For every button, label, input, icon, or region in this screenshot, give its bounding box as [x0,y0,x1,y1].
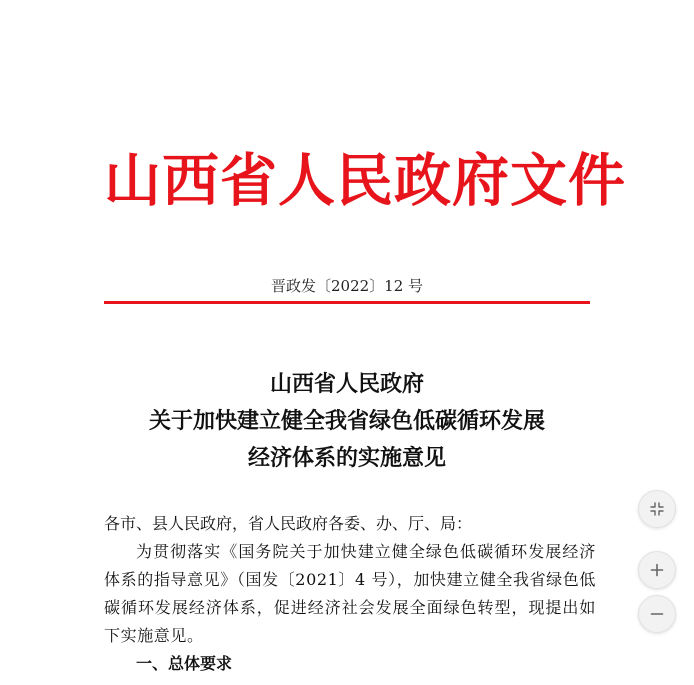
plus-icon [649,562,665,578]
document-number: 晋政发〔2022〕12 号 [270,277,424,295]
zoom-out-button[interactable] [638,595,676,633]
document-title [104,366,590,477]
fit-page-button[interactable] [638,490,676,528]
intro-paragraph: 为贯彻落实《国务院关于加快建立健全绿色低碳循环发展经济体系的指导意见》（国发〔2021〕4 号），加快建立健全我省绿色低碳循环发展经济体系，促进经济社会发展全面绿色转型，现提出如下实施意见。 [104,542,596,645]
title-line: 山西省人民政府 [269,371,424,397]
red-divider [104,301,590,304]
section-heading: 一、总体要求 [136,654,233,673]
zoom-in-button[interactable] [638,551,676,589]
title-line: 经济体系的实施意见 [247,445,446,471]
salutation: 各市、县人民政府，省人民政府各委、办、厅、局： [104,514,473,533]
document-body [104,510,596,678]
document-header: 山西省人民政府文件 [104,147,626,214]
title-line: 关于加快建立健全我省绿色低碳循环发展 [148,408,545,434]
collapse-icon [649,501,665,517]
minus-icon [649,606,665,622]
